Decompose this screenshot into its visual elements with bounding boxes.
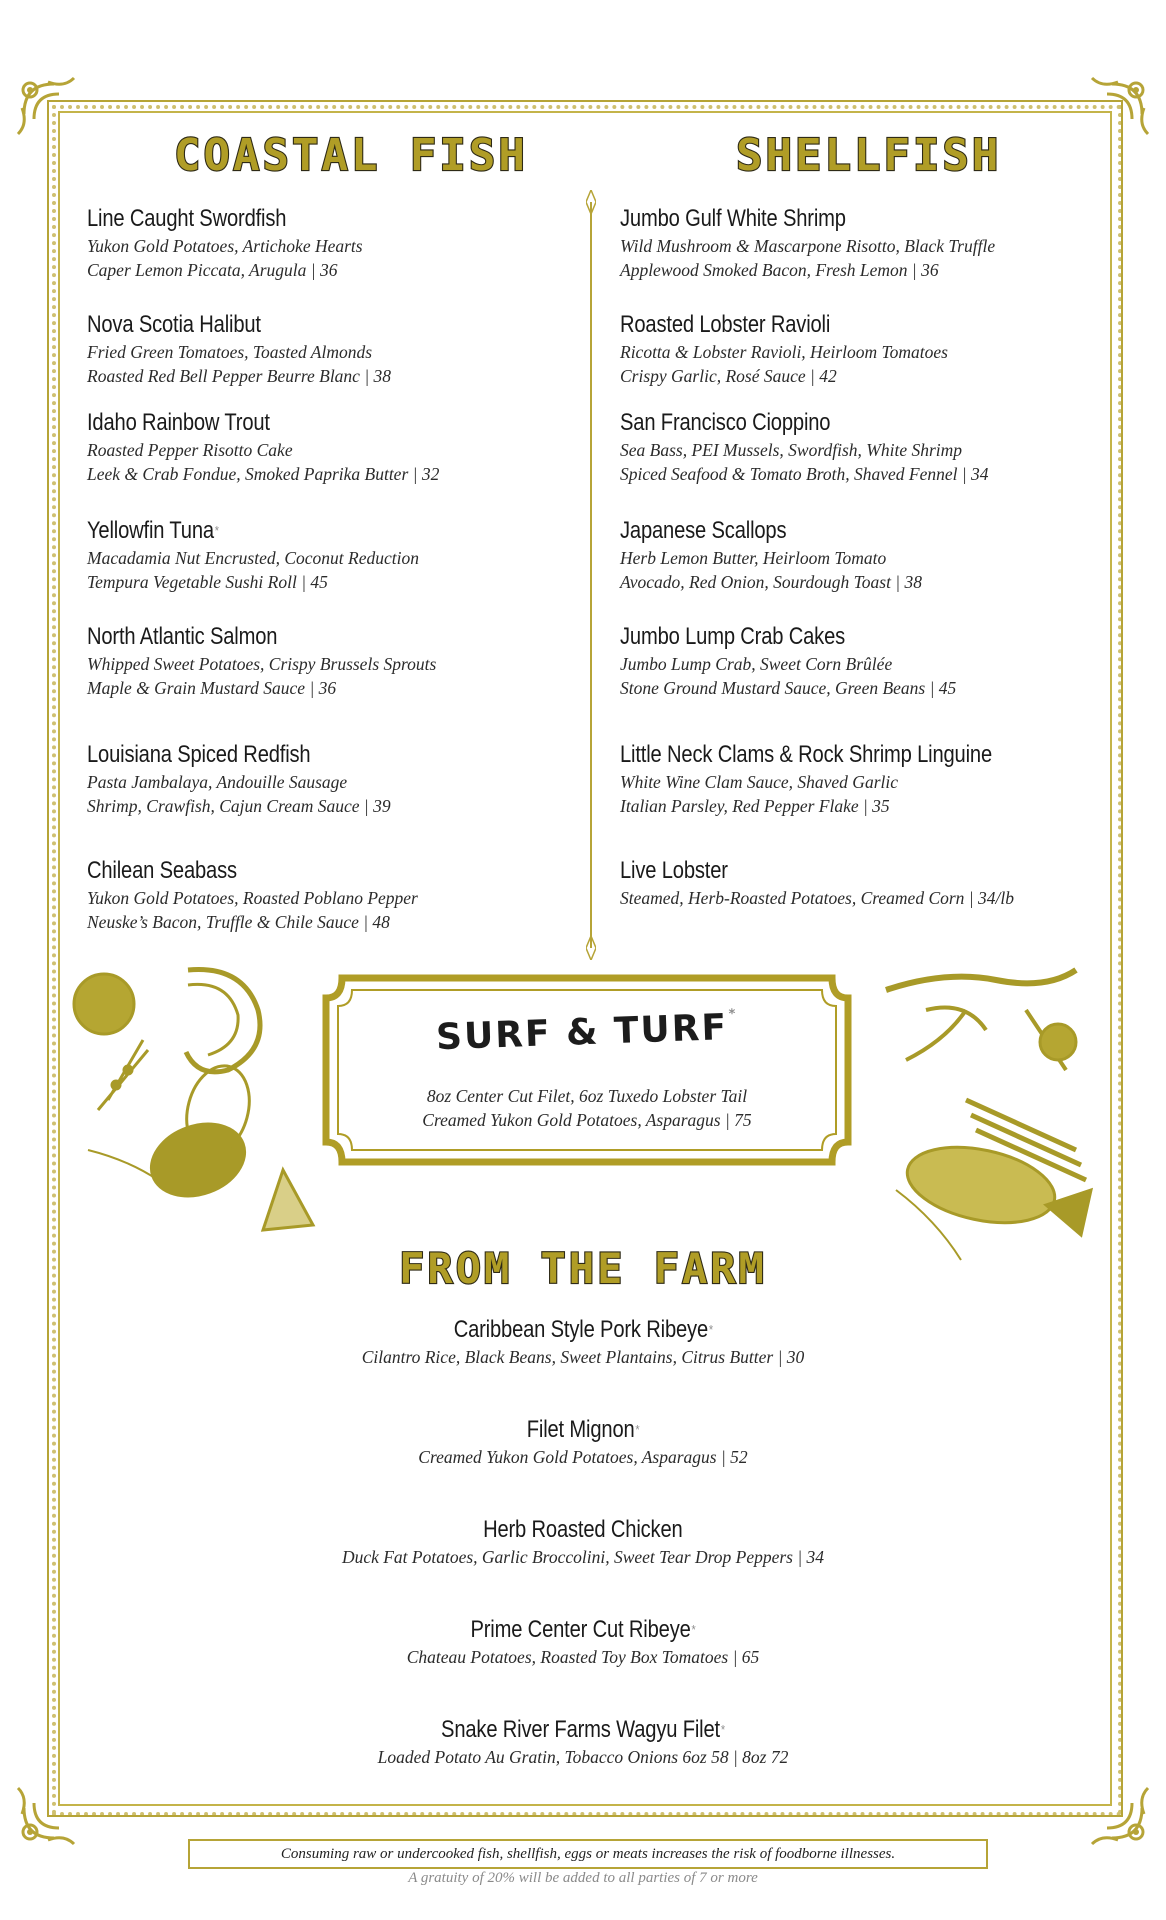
menu-item-name: Prime Center Cut Ribeye [470, 1616, 691, 1643]
from-the-farm-title: FROM THE FARM [399, 1244, 767, 1293]
menu-item-name: Caribbean Style Pork Ribeye [453, 1316, 708, 1343]
menu-item-description: Avocado, Red Onion, Sourdough Toast | 38 [620, 572, 922, 592]
mussel-icon [141, 1112, 254, 1209]
menu-item-description: Cilantro Rice, Black Beans, Sweet Plantains, Citrus Butter | 30 [361, 1347, 805, 1367]
menu-item-name: Louisiana Spiced Redfish [87, 741, 311, 768]
menu-item-name: Roasted Lobster Ravioli [620, 311, 831, 338]
menu-item-description: Ricotta & Lobster Ravioli, Heirloom Tomatoes [620, 342, 948, 362]
menu-item [87, 856, 557, 934]
menu-item-description: Yukon Gold Potatoes, Roasted Poblano Pepper [87, 888, 418, 908]
menu-item [620, 204, 1090, 282]
lobster-icon [886, 970, 1076, 990]
menu-item-description: Sea Bass, PEI Mussels, Swordfish, White Shrimp [620, 440, 963, 460]
menu-item-description: Spiced Seafood & Tomato Broth, Shaved Fennel | 34 [620, 464, 989, 484]
menu-item-description: Loaded Potato Au Gratin, Tobacco Onions 6oz 58 | 8oz 72 [377, 1747, 789, 1767]
menu-item-name: Jumbo Gulf White Shrimp [620, 205, 846, 232]
lemon-icon [1040, 1024, 1076, 1060]
menu-item-description: Macadamia Nut Encrusted, Coconut Reduction [87, 548, 419, 568]
menu-item-description: Steamed, Herb-Roasted Potatoes, Creamed Corn | 34/lb [620, 888, 1014, 908]
menu-item-name: Filet Mignon [526, 1416, 635, 1443]
menu-item [0, 1315, 1166, 1369]
menu-item-description: Leek & Crab Fondue, Smoked Paprika Butter | 32 [87, 464, 440, 484]
surf-and-turf-line: Creamed Yukon Gold Potatoes, Asparagus | 75 [422, 1110, 752, 1130]
menu-item-description: Roasted Red Bell Pepper Beurre Blanc | 38 [87, 366, 392, 386]
menu-item [620, 310, 1090, 388]
menu-item [87, 310, 557, 388]
menu-item-description: Stone Ground Mustard Sauce, Green Beans | 45 [620, 678, 957, 698]
menu-item-name: San Francisco Cioppino [620, 409, 831, 436]
menu-item-description: Yukon Gold Potatoes, Artichoke Hearts [87, 236, 363, 256]
menu-item-description: Herb Lemon Butter, Heirloom Tomato [620, 548, 887, 568]
menu-item [0, 1615, 1166, 1669]
raw-warning-star: * [635, 1422, 640, 1437]
menu-item-description: Fried Green Tomatoes, Toasted Almonds [87, 342, 373, 362]
raw-warning-star: * [728, 1006, 738, 1023]
surf-and-turf-name: SURF & TURF [435, 1007, 729, 1059]
surf-and-turf-frame [322, 974, 852, 1166]
menu-item-description: Roasted Pepper Risotto Cake [87, 440, 293, 460]
raw-warning-star: * [720, 1722, 725, 1737]
menu-item-description: Applewood Smoked Bacon, Fresh Lemon | 36 [620, 260, 939, 280]
menu-item-name: Japanese Scallops [620, 517, 787, 544]
menu-item [87, 408, 557, 486]
menu-item [87, 516, 557, 594]
raw-warning-star: * [214, 523, 219, 538]
menu-item [0, 1715, 1166, 1769]
menu-item-description: Neuske’s Bacon, Truffle & Chile Sauce | 48 [87, 912, 390, 932]
lemon-icon [74, 974, 134, 1034]
menu-item-description: Maple & Grain Mustard Sauce | 36 [87, 678, 337, 698]
menu-item-name: Idaho Rainbow Trout [87, 409, 270, 436]
surf-and-turf-line: 8oz Center Cut Filet, 6oz Tuxedo Lobster Tail [426, 1086, 748, 1106]
menu-item-description: Tempura Vegetable Sushi Roll | 45 [87, 572, 328, 592]
shrimp-icon [188, 984, 238, 1055]
menu-item-description: Jumbo Lump Crab, Sweet Corn Brûlée [620, 654, 893, 674]
menu-item-name: Little Neck Clams & Rock Shrimp Linguine [620, 741, 993, 768]
menu-item [87, 622, 557, 700]
seafood-illustration-right [866, 950, 1098, 1270]
menu-item [620, 408, 1090, 486]
menu-item [620, 856, 1090, 910]
menu-item [620, 740, 1090, 818]
menu-item [0, 1515, 1166, 1569]
menu-item-description: Creamed Yukon Gold Potatoes, Asparagus | 52 [418, 1447, 748, 1467]
menu-item-name: Line Caught Swordfish [87, 205, 287, 232]
menu-item-description: Italian Parsley, Red Pepper Flake | 35 [620, 796, 890, 816]
menu-item [0, 1415, 1166, 1469]
menu-item [620, 516, 1090, 594]
fish-icon [900, 1135, 1061, 1235]
menu-item-name: Herb Roasted Chicken [482, 1516, 683, 1543]
gratuity-note: A gratuity of 20% will be added to all parties of 7 or more [408, 1870, 758, 1886]
coastal-fish-title: COASTAL FISH [174, 130, 528, 181]
food-safety-notice: Consuming raw or undercooked fish, shellfish, eggs or meats increases the risk of foodborne illnesses. [188, 1839, 988, 1869]
raw-warning-star: * [691, 1622, 696, 1637]
menu-item-description: Pasta Jambalaya, Andouille Sausage [87, 772, 348, 792]
menu-item [87, 204, 557, 282]
corner-ornament-icon [14, 74, 88, 148]
menu-item-name: Chilean Seabass [87, 857, 237, 884]
seafood-illustration-left [68, 960, 328, 1250]
menu-item-description: Wild Mushroom & Mascarpone Risotto, Black Truffle [620, 236, 996, 256]
menu-item-name: Nova Scotia Halibut [87, 311, 261, 338]
menu-item-name: North Atlantic Salmon [87, 623, 278, 650]
scallop-icon [263, 1170, 313, 1230]
menu-item-description: Shrimp, Crawfish, Cajun Cream Sauce | 39 [87, 796, 391, 816]
shellfish-title: SHELLFISH [736, 130, 1002, 181]
corner-ornament-icon [1078, 1774, 1152, 1848]
menu-item-description: White Wine Clam Sauce, Shaved Garlic [620, 772, 898, 792]
column-divider [586, 190, 596, 960]
menu-item [87, 740, 557, 818]
corner-ornament-icon [1078, 74, 1152, 148]
corner-ornament-icon [14, 1774, 88, 1848]
menu-item-description: Caper Lemon Piccata, Arugula | 36 [87, 260, 338, 280]
menu-item-name: Live Lobster [620, 857, 728, 884]
menu-item-name: Jumbo Lump Crab Cakes [620, 623, 846, 650]
menu-item-description: Chateau Potatoes, Roasted Toy Box Tomatoes | 65 [406, 1647, 760, 1667]
surf-and-turf-description [322, 1084, 852, 1132]
menu-item-description: Whipped Sweet Potatoes, Crispy Brussels Sprouts [87, 654, 437, 674]
menu-item [620, 622, 1090, 700]
menu-item-name: Yellowfin Tuna [87, 517, 214, 544]
raw-warning-star: * [708, 1322, 713, 1337]
menu-item-description: Crispy Garlic, Rosé Sauce | 42 [620, 366, 837, 386]
menu-item-description: Duck Fat Potatoes, Garlic Broccolini, Sweet Tear Drop Peppers | 34 [341, 1547, 825, 1567]
menu-item-name: Snake River Farms Wagyu Filet [441, 1716, 721, 1743]
